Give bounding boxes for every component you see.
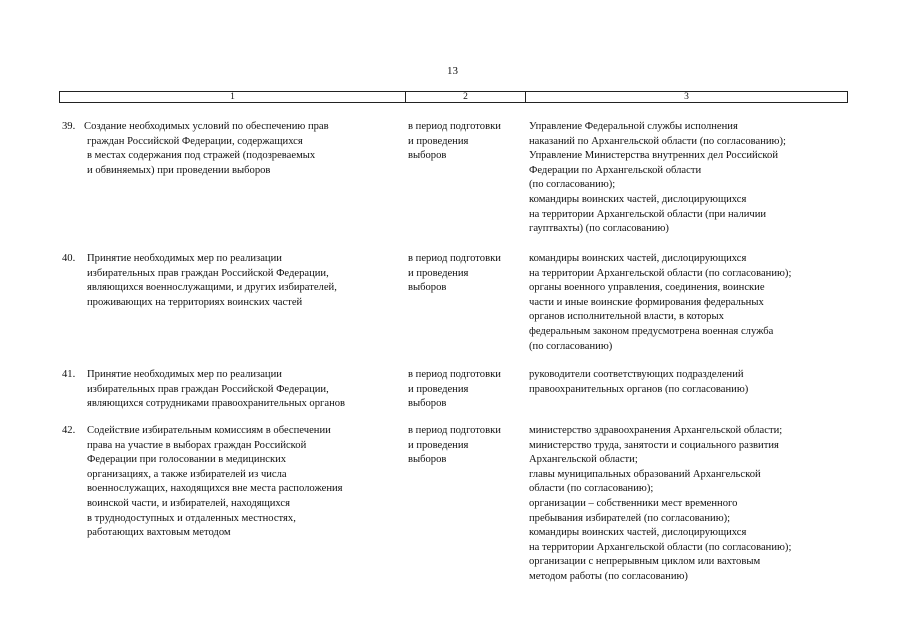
period-line: и проведения [408, 439, 469, 451]
responsible-line: органы военного управления, соединения, воинские [529, 282, 765, 294]
responsible-line: Федерации по Архангельской области [529, 164, 702, 176]
responsible-line: командиры воинских частей, дислоцирующихся [529, 193, 747, 205]
responsible-cell [529, 368, 849, 397]
responsible-line: (по согласованию) [529, 340, 613, 352]
responsible-line: Архангельской области; [529, 454, 638, 466]
responsible-line: (по согласованию); [529, 179, 616, 191]
responsible-line: организации – собственники мест временного [529, 497, 738, 509]
responsible-line: методом работы (по согласованию) [529, 570, 688, 582]
task-line: и обвиняемых) при проведении выборов [87, 164, 271, 176]
period-line: и проведения [408, 135, 469, 147]
task-line: воинской части, и избирателей, находящихся [87, 497, 290, 509]
responsible-cell [529, 120, 849, 237]
responsible-line: командиры воинских частей, дислоцирующихся [529, 253, 747, 264]
period-line: выборов [408, 150, 447, 162]
task-line: в местах содержания под стражей (подозреваемых [87, 150, 316, 162]
period-line: в период подготовки [408, 121, 501, 132]
task-cell [84, 120, 407, 178]
task-line: военнослужащих, находящихся вне места расположения [87, 483, 343, 495]
responsible-line: организации с непрерывным циклом или вахтовым [529, 556, 761, 568]
period-line: выборов [408, 282, 447, 294]
responsible-line: Управление Федеральной службы исполнения [529, 121, 738, 132]
task-line: Принятие необходимых мер по реализации [87, 369, 282, 380]
task-cell [87, 368, 407, 412]
responsible-line: на территории Архангельской области (по согласованию); [529, 541, 792, 553]
header-col-2: 2 [406, 92, 526, 102]
task-line: права на участие в выборах граждан Российской [87, 439, 307, 451]
responsible-line: области (по согласованию); [529, 483, 654, 495]
task-line: избирательных прав граждан Российской Федерации, [87, 383, 329, 395]
task-line: организациях, а также избирателей из числа [87, 468, 287, 480]
period-cell [408, 424, 528, 468]
responsible-line: части и иные воинские формирования федеральных [529, 296, 764, 308]
task-line: Создание необходимых условий по обеспечению прав [84, 121, 329, 132]
task-line: в труднодоступных и отдаленных местностях, [87, 512, 296, 524]
responsible-line: на территории Архангельской области (по согласованию); [529, 267, 792, 279]
task-line: Принятие необходимых мер по реализации [87, 253, 282, 264]
responsible-line: министерство труда, занятости и социального развития [529, 439, 779, 451]
period-line: в период подготовки [408, 369, 501, 380]
task-line: являющихся сотрудниками правоохранительных органов [87, 398, 346, 410]
period-line: в период подготовки [408, 253, 501, 264]
period-cell [408, 252, 528, 296]
period-line: в период подготовки [408, 425, 501, 436]
task-line: являющихся военнослужащими, и других избирателей, [87, 282, 337, 294]
responsible-line: командиры воинских частей, дислоцирующихся [529, 527, 747, 539]
period-line: и проведения [408, 383, 469, 395]
row-number: 39. [62, 121, 76, 132]
task-line: Федерации при голосовании в медицинских [87, 454, 287, 466]
responsible-line: правоохранительных органов (по согласованию) [529, 383, 749, 395]
responsible-line: федеральным законом предусмотрена военная служба [529, 325, 774, 337]
responsible-cell [529, 252, 849, 354]
period-line: и проведения [408, 267, 469, 279]
task-cell [87, 252, 407, 310]
task-line: работающих вахтовым методом [87, 527, 231, 539]
task-cell [87, 424, 407, 541]
header-col-1: 1 [60, 92, 406, 102]
responsible-line: органов исполнительной власти, в которых [529, 311, 724, 323]
row-number: 42. [62, 425, 76, 436]
table-header [59, 91, 848, 103]
responsible-line: наказаний по Архангельской области (по согласованию); [529, 135, 786, 147]
row-number: 40. [62, 253, 76, 264]
responsible-line: главы муниципальных образований Архангельской [529, 468, 761, 480]
task-line: проживающих на территориях воинских частей [87, 296, 303, 308]
responsible-line: на территории Архангельской области (при наличии [529, 208, 767, 220]
period-cell [408, 120, 528, 164]
responsible-line: пребывания избирателей (по согласованию); [529, 512, 731, 524]
period-cell [408, 368, 528, 412]
responsible-line: министерство здравоохранения Архангельской области; [529, 425, 783, 436]
responsible-line: гауптвахты) (по согласованию) [529, 223, 669, 235]
page-number: 13 [447, 65, 458, 77]
responsible-cell [529, 424, 849, 585]
period-line: выборов [408, 454, 447, 466]
period-line: выборов [408, 398, 447, 410]
row-number: 41. [62, 369, 76, 380]
task-line: избирательных прав граждан Российской Федерации, [87, 267, 329, 279]
responsible-line: руководители соответствующих подразделений [529, 369, 744, 380]
task-line: граждан Российской Федерации, содержащихся [87, 135, 303, 147]
responsible-line: Управление Министерства внутренних дел Российской [529, 150, 778, 162]
task-line: Содействие избирательным комиссиям в обеспечении [87, 425, 331, 436]
header-col-3: 3 [684, 92, 689, 102]
